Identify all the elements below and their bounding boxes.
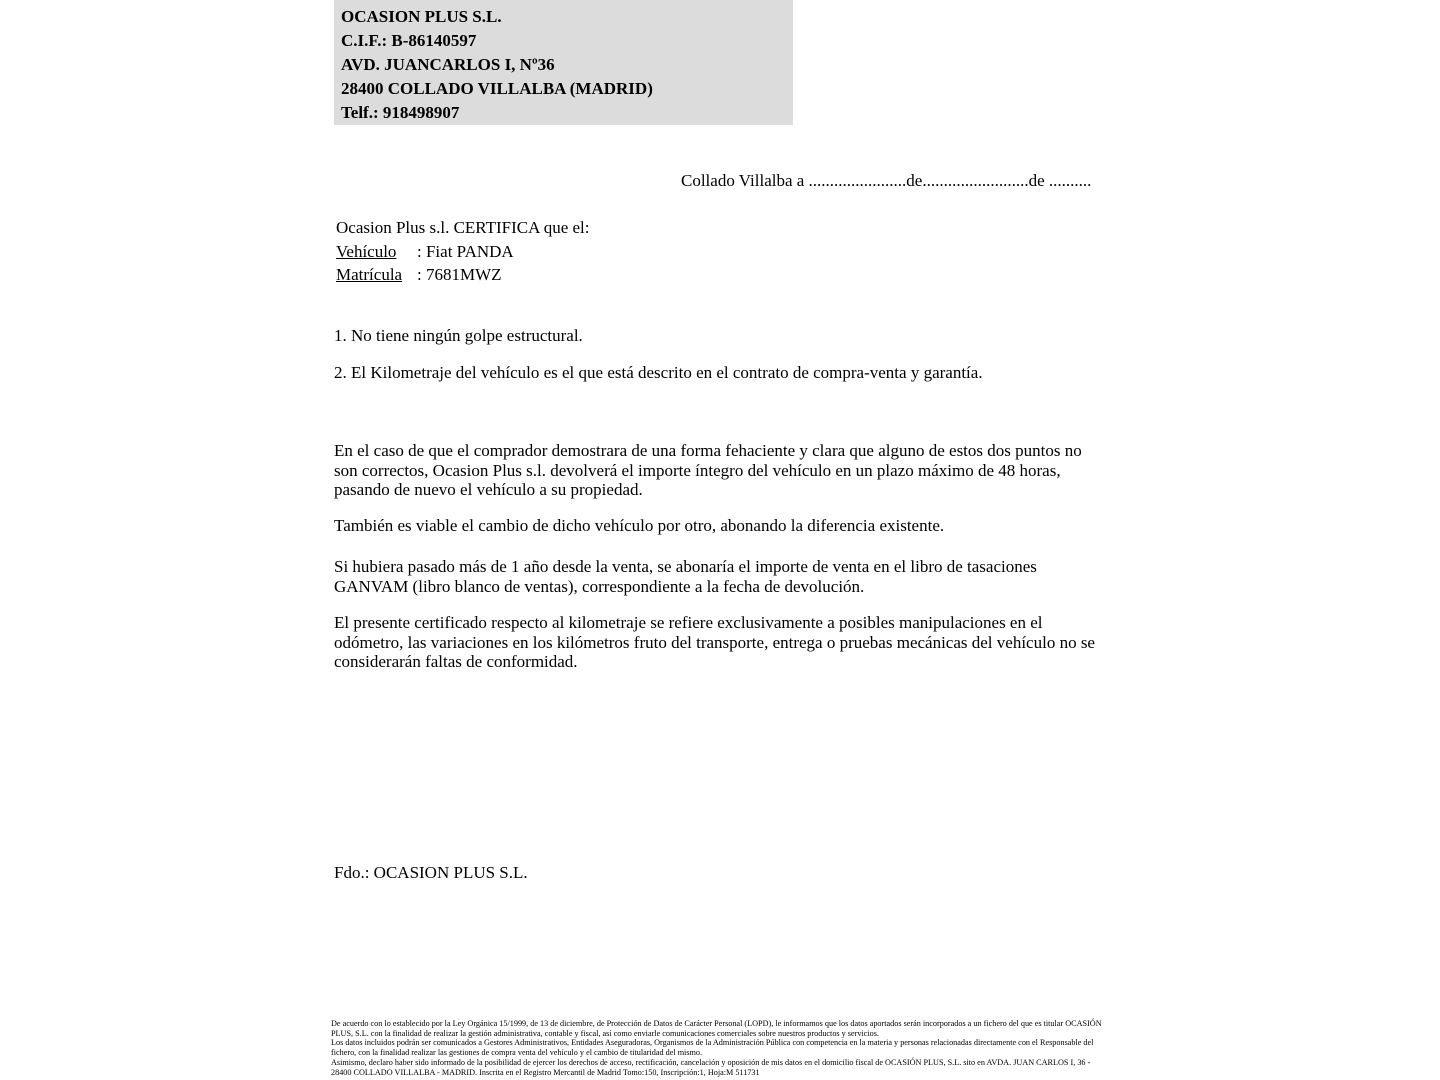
company-cif: C.I.F.: B-86140597 — [341, 31, 477, 50]
plate-line — [336, 263, 590, 287]
company-phone: Telf.: 918498907 — [341, 103, 460, 122]
certify-intro: Ocasion Plus s.l. CERTIFICA que el: — [336, 218, 590, 237]
paragraph-odometer: El presente certificado respecto al kilometraje se refiere exclusivamente a posibles manipulaciones en el odómetro, las variaciones en los kilómetros fruto del transporte, entrega o pruebas mecánicas del vehículo no se considerarán faltas de conformidad. — [334, 613, 1095, 672]
vehicle-label: Vehículo — [336, 241, 397, 261]
legal-footer-paragraph-2: Los datos incluidos podrán ser comunicados a Gestores Administrativos, Entidades Aseguradoras, Organismos de la Administración Pública con competencia en la materia y personas relacionadas directamente con el Responsable del fichero, con la finalidad realizar las gestiones de compra venta del vehículo y el cambio de titularidad del mismo. — [331, 1038, 1094, 1058]
legal-footer — [331, 1019, 1103, 1077]
company-header-box — [334, 0, 793, 125]
legal-footer-paragraph-3: Asimismo, declaro haber sido informado de la posibilidad de ejercer los derechos de acceso, rectificación, cancelación y oposición de mis datos en el domicilio fiscal de OCASIÓN PLUS, S.L. sito en AVDA. JUAN CARLOS I, 36 - 28400 COLLADO VILLALBA - MADRID. Inscrita en el Registro Mercantil de Madrid Tomo:150, Inscripción:1, Hoja:M 511731 — [331, 1057, 1091, 1077]
paragraph-ganvam: Si hubiera pasado más de 1 año desde la venta, se abonaría el importe de venta en el libro de tasaciones GANVAM (libro blanco de ventas), correspondiente a la fecha de devolución. — [334, 557, 1037, 596]
plate-value: : 7681MWZ — [417, 265, 502, 284]
condition-point-1: 1. No tiene ningún golpe estructural. — [334, 326, 583, 345]
company-address: AVD. JUANCARLOS I, Nº36 — [341, 55, 555, 74]
vehicle-value: : Fiat PANDA — [417, 241, 514, 261]
certification-block — [336, 216, 590, 287]
legal-footer-paragraph-1: De acuerdo con lo establecido por la Ley Orgánica 15/1999, de 13 de diciembre, de Protección de Datos de Carácter Personal (LOPD), le informamos que los datos aportados serán incorporados a un fichero del que es titular OCASIÓN PLUS, S.L. con la finalidad de realizar la gestión administrativa, contable y fiscal, así como enviarle comunicaciones comerciales sobre nuestros productos y servicios. — [331, 1019, 1102, 1038]
signature-line: Fdo.: OCASION PLUS S.L. — [334, 863, 528, 882]
condition-point-2: 2. El Kilometraje del vehículo es el que está descrito en el contrato de compra-venta y garantía. — [334, 363, 983, 382]
company-name: OCASION PLUS S.L. — [341, 7, 502, 26]
vehicle-line — [336, 240, 590, 264]
plate-label: Matrícula — [336, 265, 403, 284]
paragraph-refund: En el caso de que el comprador demostrara de una forma fehaciente y clara que alguno de estos dos puntos no son correctos, Ocasion Plus s.l. devolverá el importe íntegro del vehículo en un plazo máximo de 48 horas, pasando de nuevo el vehículo a su propiedad. — [334, 441, 1082, 500]
paragraph-exchange: También es viable el cambio de dicho vehículo por otro, abonando la diferencia existente. — [334, 516, 945, 535]
date-line: Collado Villalba a .......................de.........................de .......... — [681, 171, 1092, 190]
company-city: 28400 COLLADO VILLALBA (MADRID) — [341, 79, 653, 98]
